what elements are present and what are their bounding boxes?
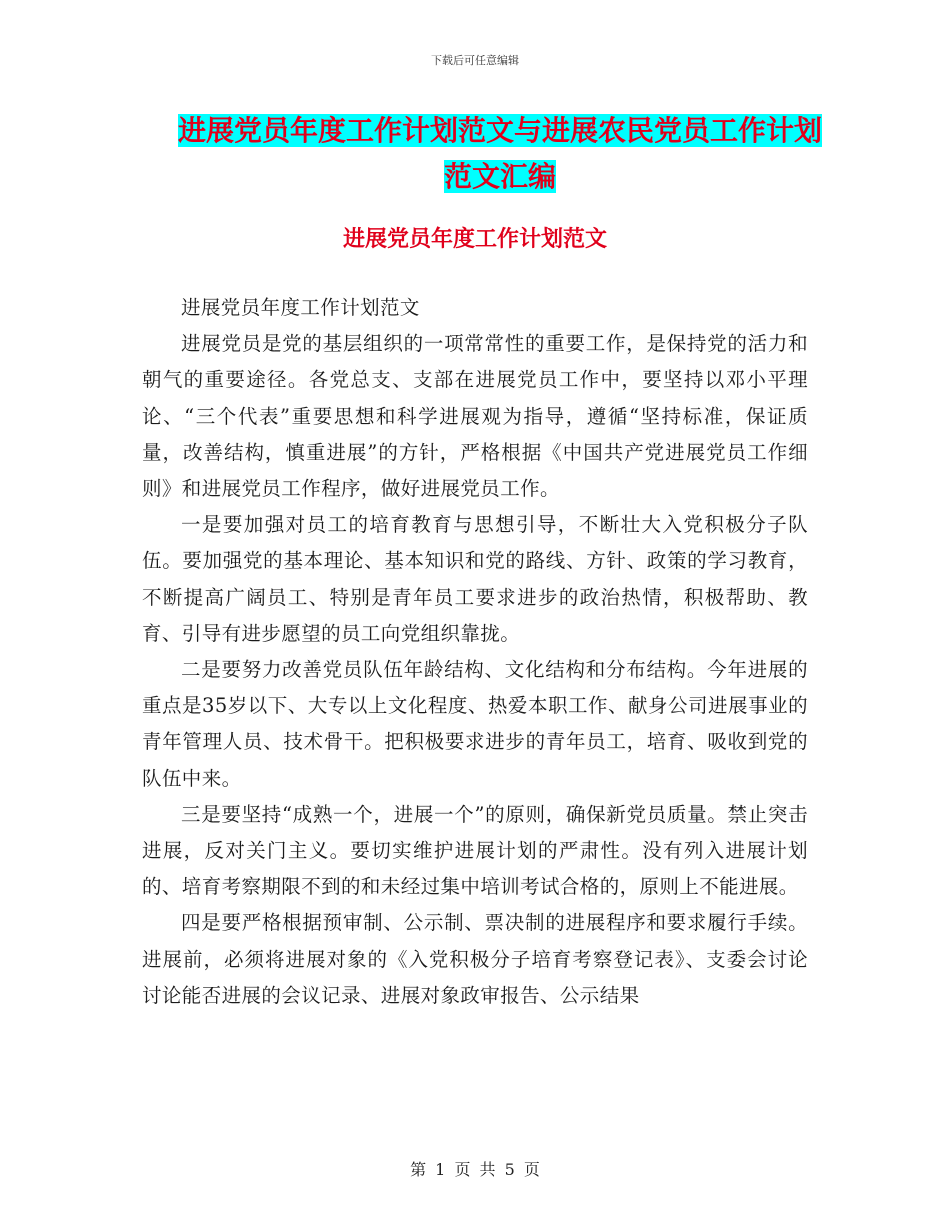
paragraph: 一是要加强对员工的培育教育与思想引导，不断壮大入党积极分子队伍。要加强党的基本理论、基本知识和党的路线、方针、政策的学习教育，不断提高广阔员工、特别是青年员工要求进步的政治热情，积极帮助、教育、引导有进步愿望的员工向党组织靠拢。 xyxy=(142,513,808,645)
header-note: 下载后可任意编辑 xyxy=(431,54,519,67)
paragraph: 二是要努力改善党员队伍年龄结构、文化结构和分布结构。今年进展的重点是35岁以下、大专以上文化程度、热爱本职工作、献身公司进展事业的青年管理人员、技术骨干。把积极要求进步的青年员工，培育、吸收到党的队伍中来。 xyxy=(142,658,808,790)
page-number-footer: 第 1 页 共 5 页 xyxy=(410,1160,540,1179)
body-text xyxy=(142,290,808,1014)
paragraph: 进展党员是党的基层组织的一项常常性的重要工作，是保持党的活力和朝气的重要途径。各党总支、支部在进展党员工作中，要坚持以邓小平理论、“三个代表”重要思想和科学进展观为指导，遵循“坚持标准，保证质量，改善结构，慎重进展”的方针，严格根据《中国共产党进展党员工作细则》和进展党员工作程序，做好进展党员工作。 xyxy=(142,332,808,501)
document-title xyxy=(140,108,860,200)
paragraph: 四是要严格根据预审制、公示制、票决制的进展程序和要求履行手续。进展前，必须将进展对象的《入党积极分子培育考察登记表》、支委会讨论讨论能否进展的会议记录、进展对象政审报告、公示结果 xyxy=(142,911,808,1007)
document-title-line-2: 范文汇编 xyxy=(443,160,556,193)
paragraph: 三是要坚持“成熟一个，进展一个”的原则，确保新党员质量。禁止突击进展，反对关门主义。要切实维护进展计划的严肃性。没有列入进展计划的、培育考察期限不到的和未经过集中培训考试合格的，原则上不能进展。 xyxy=(142,802,808,899)
document-title-line-1: 进展党员年度工作计划范文与进展农民党员工作计划 xyxy=(177,114,822,147)
section-title: 进展党员年度工作计划范文 xyxy=(342,227,607,252)
paragraph-subtitle: 进展党员年度工作计划范文 xyxy=(181,296,420,319)
